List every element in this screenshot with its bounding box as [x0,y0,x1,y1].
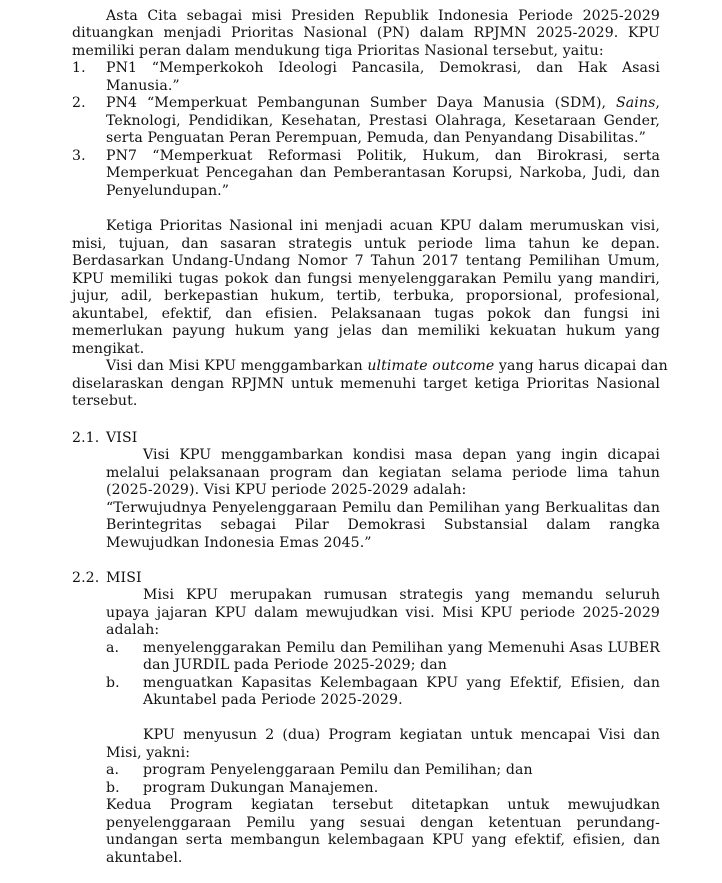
misi-item-b-line-2: Akuntabel pada Periode 2025-2029. [143,692,403,708]
pn-item-2-number: 2. [72,95,86,111]
program-item-b-letter: b. [106,780,120,796]
misi-line-3: adalah: [106,622,160,638]
pn-item-3-line-2: Memperkuat Pencegahan dan Pemberantasan Korupsi, Narkoba, Judi, dan [106,165,660,181]
visi-statement-line-2: Berintegritas sebagai Pilar Demokrasi Substansial dalam rangka [106,517,660,533]
visi-statement-line-3: Mewujudkan Indonesia Emas 2045.” [106,535,372,551]
para3-line-1: Visi dan Misi KPU menggambarkan ultimate outcome yang harus dicapai dan [106,358,668,374]
program-line-2: Misi, yakni: [106,745,191,761]
misi-item-a-line-2: dan JURDIL pada Periode 2025-2029; dan [143,657,447,673]
intro-line-1: Asta Cita sebagai misi Presiden Republik Indonesia Periode 2025-2029 [106,8,660,24]
pn-item-2-line-1: PN4 “Memperkuat Pembangunan Sumber Daya Manusia (SDM), Sains, [106,95,660,111]
program-line-1: KPU menyusun 2 (dua) Program kegiatan untuk mencapai Visi dan [143,727,660,743]
para2-line-2: misi, tujuan, dan sasaran strategis untuk periode lima tahun ke depan. [72,236,660,252]
pn-item-2-line-3: serta Penguatan Peran Perempuan, Pemuda, dan Penyandang Disabilitas.” [106,130,646,146]
misi-section-number: 2.2. [72,570,100,586]
misi-item-b-letter: b. [106,675,120,691]
misi-heading: MISI [106,570,142,586]
visi-section-number: 2.1. [72,430,100,446]
program-item-a-text: program Penyelenggaraan Pemilu dan Pemilihan; dan [143,762,533,778]
para3-line-2: diselaraskan dengan RPJMN untuk memenuhi target ketiga Prioritas Nasional [72,376,660,392]
misi-item-a-line-1: menyelenggarakan Pemilu dan Pemilihan yang Memenuhi Asas LUBER [143,640,660,656]
para3-line-3: tersebut. [72,393,138,409]
closing-line-1: Kedua Program kegiatan tersebut ditetapkan untuk mewujudkan [106,797,660,813]
para2-line-3: Berdasarkan Undang-Undang Nomor 7 Tahun 2017 tentang Pemilihan Umum, [72,253,660,269]
visi-heading: VISI [106,430,138,446]
pn-item-3-line-1: PN7 “Memperkuat Reformasi Politik, Hukum, dan Birokrasi, serta [106,148,660,164]
pn-item-1-line-2: Manusia.” [106,78,180,94]
intro-line-2: dituangkan menjadi Prioritas Nasional (PN) dalam RPJMN 2025-2029. KPU [72,25,660,41]
pn-item-3-line-3: Penyelundupan.” [106,183,230,199]
misi-line-2: upaya jajaran KPU dalam mewujudkan visi. Misi KPU periode 2025-2029 [106,605,660,621]
visi-line-2: melalui pelaksanaan program dan kegiatan selama periode lima tahun [106,465,660,481]
visi-statement-line-1: “Terwujudnya Penyelenggaraan Pemilu dan Pemilihan yang Berkualitas dan [106,500,660,516]
pn-item-1-line-1: PN1 “Memperkokoh Ideologi Pancasila, Demokrasi, dan Hak Asasi [106,60,660,76]
closing-line-3: undangan serta membangun kelembagaan KPU yang efektif, efisien, dan [106,832,660,848]
pn-item-1-number: 1. [72,60,86,76]
closing-line-4: akuntabel. [106,850,183,866]
pn-item-3-number: 3. [72,148,86,164]
closing-line-2: penyelenggaraan Pemilu yang sesuai dengan ketentuan perundang- [106,815,660,831]
para2-line-5: jujur, adil, berkepastian hukum, tertib, terbuka, proporsional, profesional, [72,288,660,304]
visi-line-1: Visi KPU menggambarkan kondisi masa depan yang ingin dicapai [143,447,660,463]
program-item-b-text: program Dukungan Manajemen. [143,780,379,796]
para2-line-6: akuntabel, efektif, dan efisien. Pelaksanaan tugas pokok dan fungsi ini [72,306,660,322]
intro-line-3: memiliki peran dalam mendukung tiga Prioritas Nasional tersebut, yaitu: [72,43,604,59]
misi-item-b-line-1: menguatkan Kapasitas Kelembagaan KPU yang Efektif, Efisien, dan [143,675,660,691]
misi-item-a-letter: a. [106,640,120,656]
visi-line-3: (2025-2029). Visi KPU periode 2025-2029 adalah: [106,482,467,498]
misi-line-1: Misi KPU merupakan rumusan strategis yang memandu seluruh [143,587,660,603]
para2-line-1: Ketiga Prioritas Nasional ini menjadi acuan KPU dalam merumuskan visi, [106,218,660,234]
para2-line-8: mengikat. [72,341,145,357]
program-item-a-letter: a. [106,762,120,778]
pn-item-2-line-2: Teknologi, Pendidikan, Kesehatan, Prestasi Olahraga, Kesetaraan Gender, [106,113,660,129]
para2-line-7: memerlukan payung hukum yang jelas dan memiliki kekuatan hukum yang [72,323,660,339]
para2-line-4: KPU memiliki tugas pokok dan fungsi menyelenggarakan Pemilu yang mandiri, [72,271,660,287]
